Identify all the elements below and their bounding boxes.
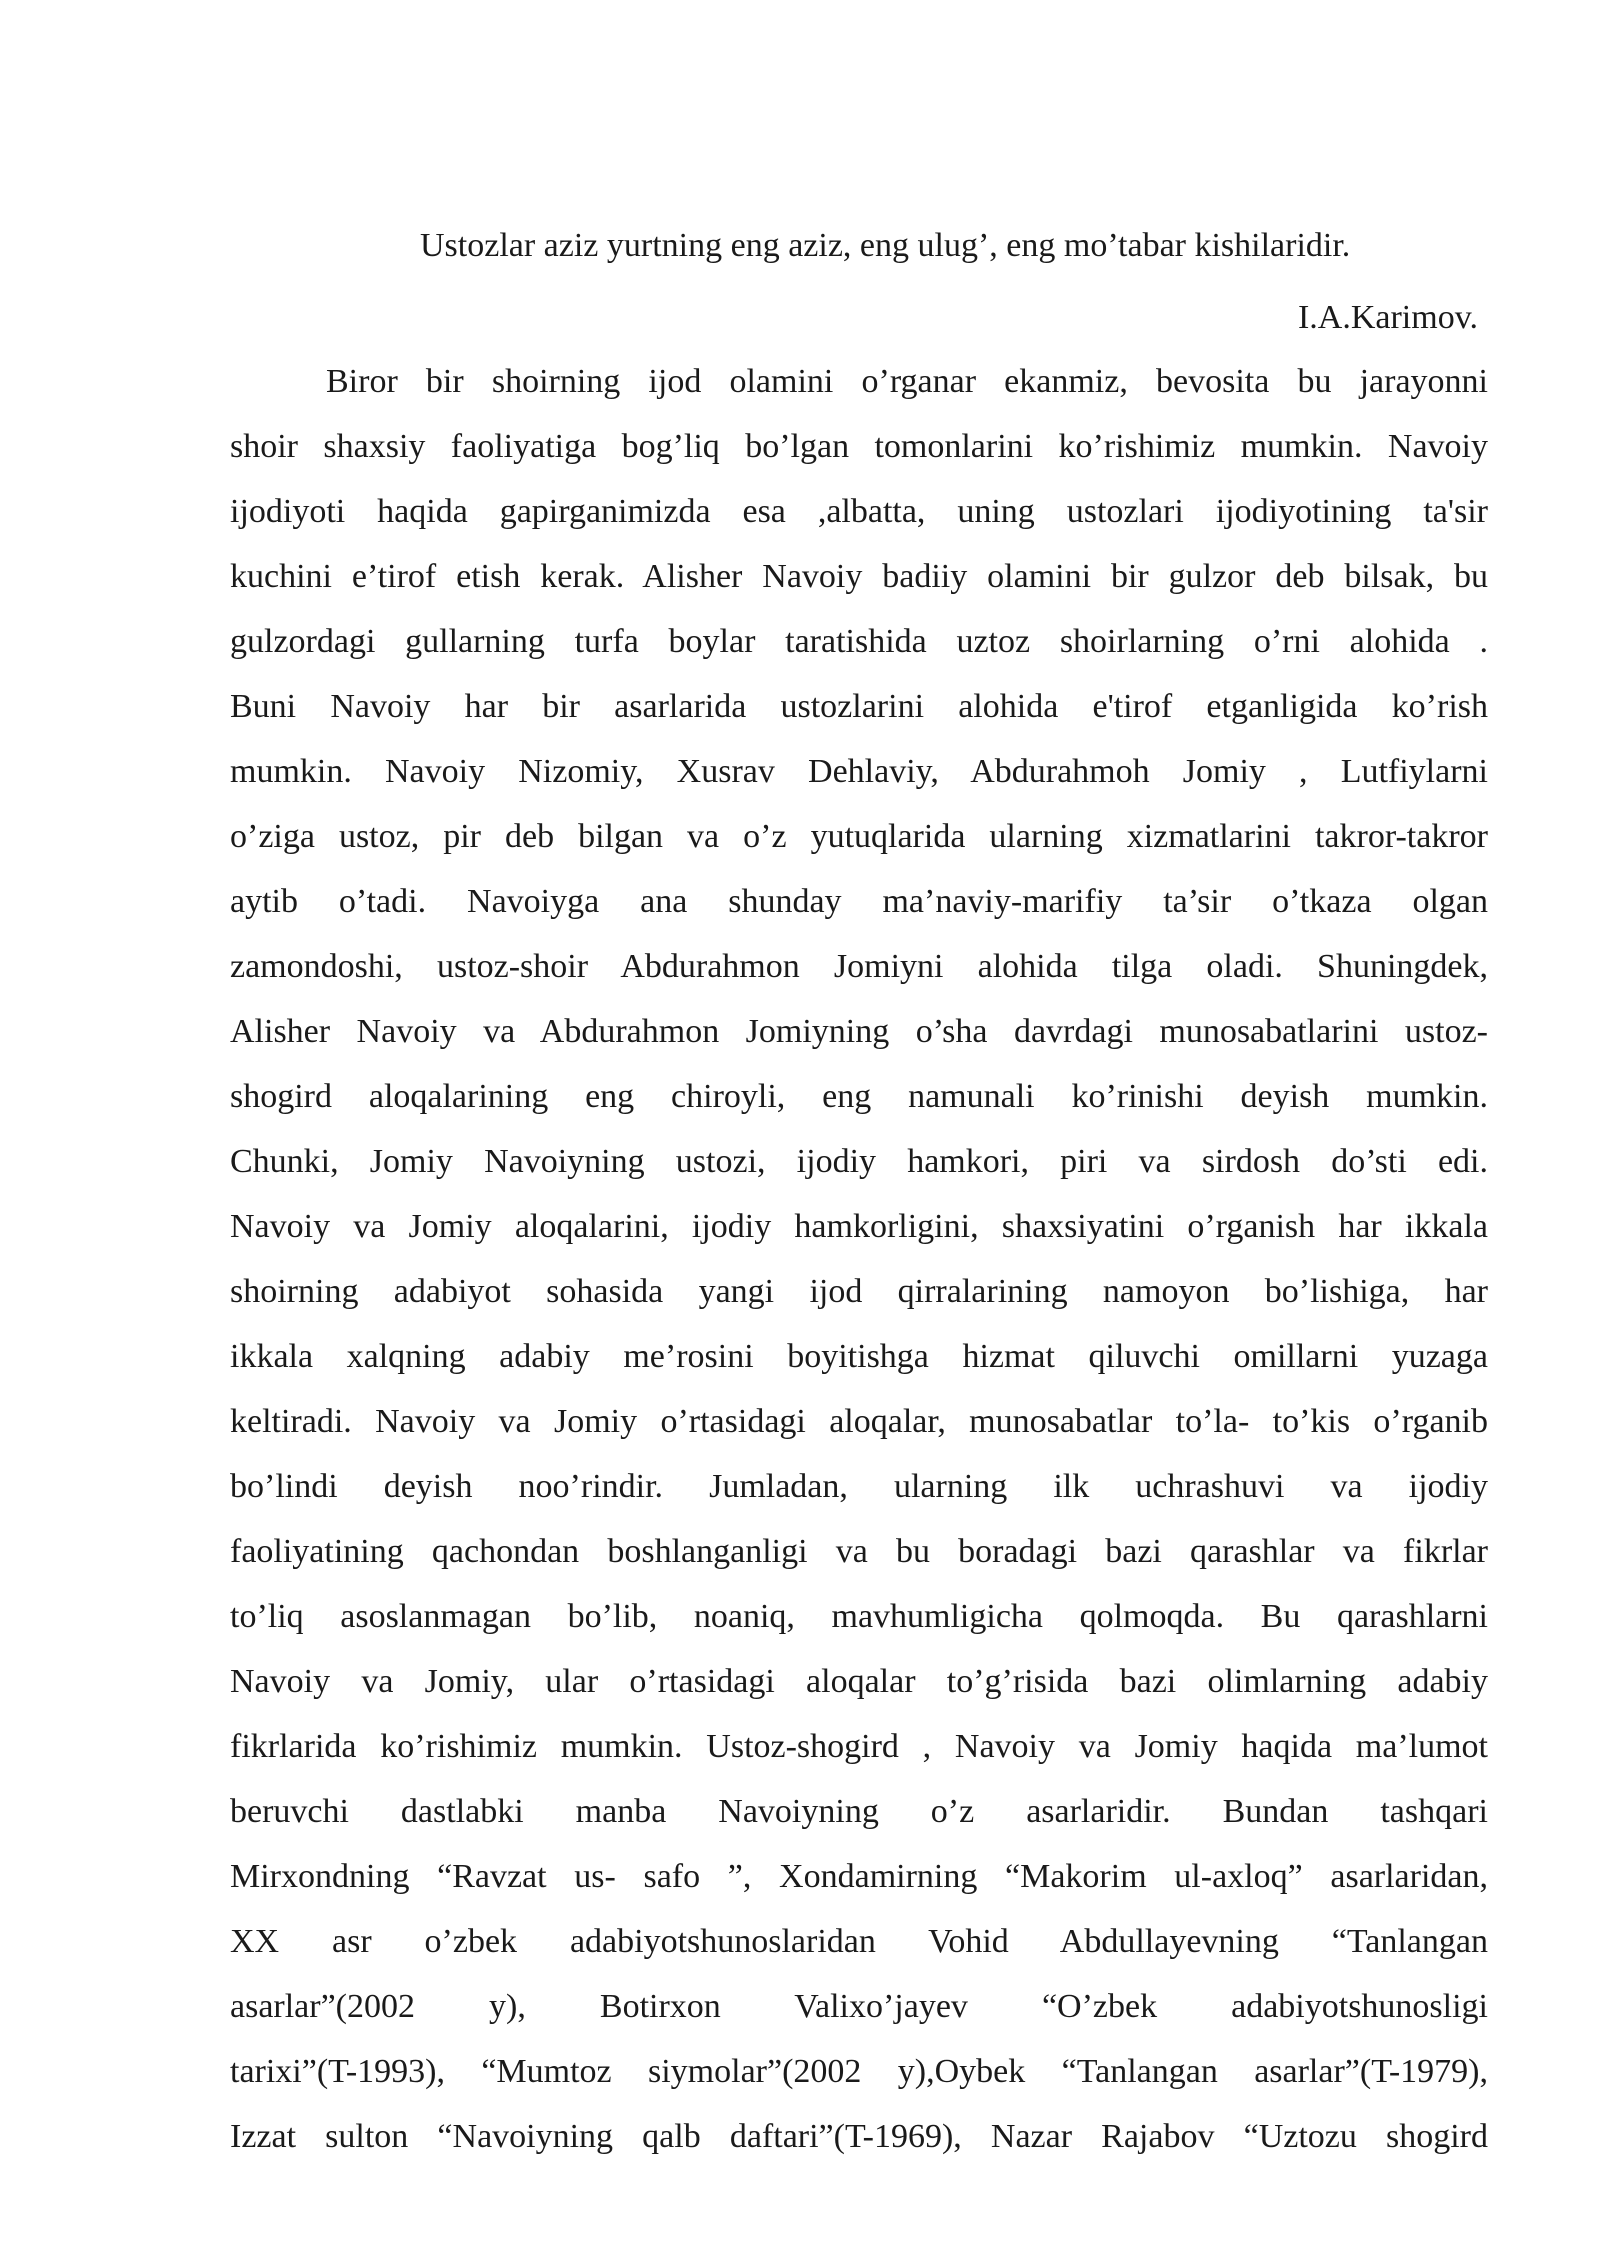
text-line: XX asr o’zbek adabiyotshunoslaridan Vohid Abdullayevning “Tanlangan [230,1923,1488,1960]
text-line: fikrlarida ko’rishimiz mumkin. Ustoz-shogird , Navoiy va Jomiy haqida ma’lumot [230,1728,1488,1765]
epigraph-author: I.A.Karimov. [1297,299,1478,336]
text-line: shogird aloqalarining eng chiroyli, eng namunali ko’rinishi deyish mumkin. [230,1078,1488,1115]
text-line: Navoiy va Jomiy aloqalarini, ijodiy hamkorligini, shaxsiyatini o’rganish har ikkala [230,1208,1488,1245]
text-line: gulzordagi gullarning turfa boylar taratishida uztoz shoirlarning o’rni alohida . [230,623,1488,660]
text-line: keltiradi. Navoiy va Jomiy o’rtasidagi aloqalar, munosabatlar to’la- to’kis o’rganib [230,1403,1488,1440]
text-line: faoliyatining qachondan boshlanganligi va bu boradagi bazi qarashlar va fikrlar [230,1533,1488,1570]
body-paragraph [230,358,1488,2178]
text-line: Izzat sulton “Navoiyning qalb daftari”(T-1969), Nazar Rajabov “Uztozu shogird [230,2118,1488,2155]
text-line: o’ziga ustoz, pir deb bilgan va o’z yutuqlarida ularning xizmatlarini takror-takror [230,818,1488,855]
text-line: kuchini e’tirof etish kerak. Alisher Navoiy badiiy olamini bir gulzor deb bilsak, bu [230,558,1488,595]
text-line: to’liq asoslanmagan bo’lib, noaniq, mavhumligicha qolmoqda. Bu qarashlarni [230,1598,1488,1635]
text-line: Biror bir shoirning ijod olamini o’rganar ekanmiz, bevosita bu jarayonni [326,363,1488,400]
text-line: ijodiyoti haqida gapirganimizda esa ,albatta, uning ustozlari ijodiyotining ta'sir [230,493,1488,530]
text-line: mumkin. Navoiy Nizomiy, Xusrav Dehlaviy, Abdurahmoh Jomiy , Lutfiylarni [230,753,1488,790]
text-line: beruvchi dastlabki manba Navoiyning o’z asarlaridir. Bundan tashqari [230,1793,1488,1830]
epigraph-quote: Ustozlar aziz yurtning eng aziz, eng ulug’, eng mo’tabar kishilaridir. [420,227,1351,264]
text-line: Navoiy va Jomiy, ular o’rtasidagi aloqalar to’g’risida bazi olimlarning adabiy [230,1663,1488,1700]
text-line: ikkala xalqning adabiy me’rosini boyitishga hizmat qiluvchi omillarni yuzaga [230,1338,1488,1375]
text-line: Alisher Navoiy va Abdurahmon Jomiyning o’sha davrdagi munosabatlarini ustoz- [230,1013,1488,1050]
text-line: Buni Navoiy har bir asarlarida ustozlarini alohida e'tirof etganligida ko’rish [230,688,1488,725]
text-line: Mirxondning “Ravzat us- safo ”, Xondamirning “Makorim ul-axloq” asarlaridan, [230,1858,1488,1895]
text-line: shoir shaxsiy faoliyatiga bog’liq bo’lgan tomonlarini ko’rishimiz mumkin. Navoiy [230,428,1488,465]
text-line: shoirning adabiyot sohasida yangi ijod qirralarining namoyon bo’lishiga, har [230,1273,1488,1310]
text-line: bo’lindi deyish noo’rindir. Jumladan, ularning ilk uchrashuvi va ijodiy [230,1468,1488,1505]
text-line: zamondoshi, ustoz-shoir Abdurahmon Jomiyni alohida tilga oladi. Shuningdek, [230,948,1488,985]
text-line: Chunki, Jomiy Navoiyning ustozi, ijodiy hamkori, piri va sirdosh do’sti edi. [230,1143,1488,1180]
text-line: asarlar”(2002 y), Botirxon Valixo’jayev “O’zbek adabiyotshunosligi [230,1988,1488,2025]
text-line: aytib o’tadi. Navoiyga ana shunday ma’naviy-marifiy ta’sir o’tkaza olgan [230,883,1488,920]
text-line: tarixi”(T-1993), “Mumtoz siymolar”(2002 y),Oybek “Tanlangan asarlar”(T-1979), [230,2053,1488,2090]
